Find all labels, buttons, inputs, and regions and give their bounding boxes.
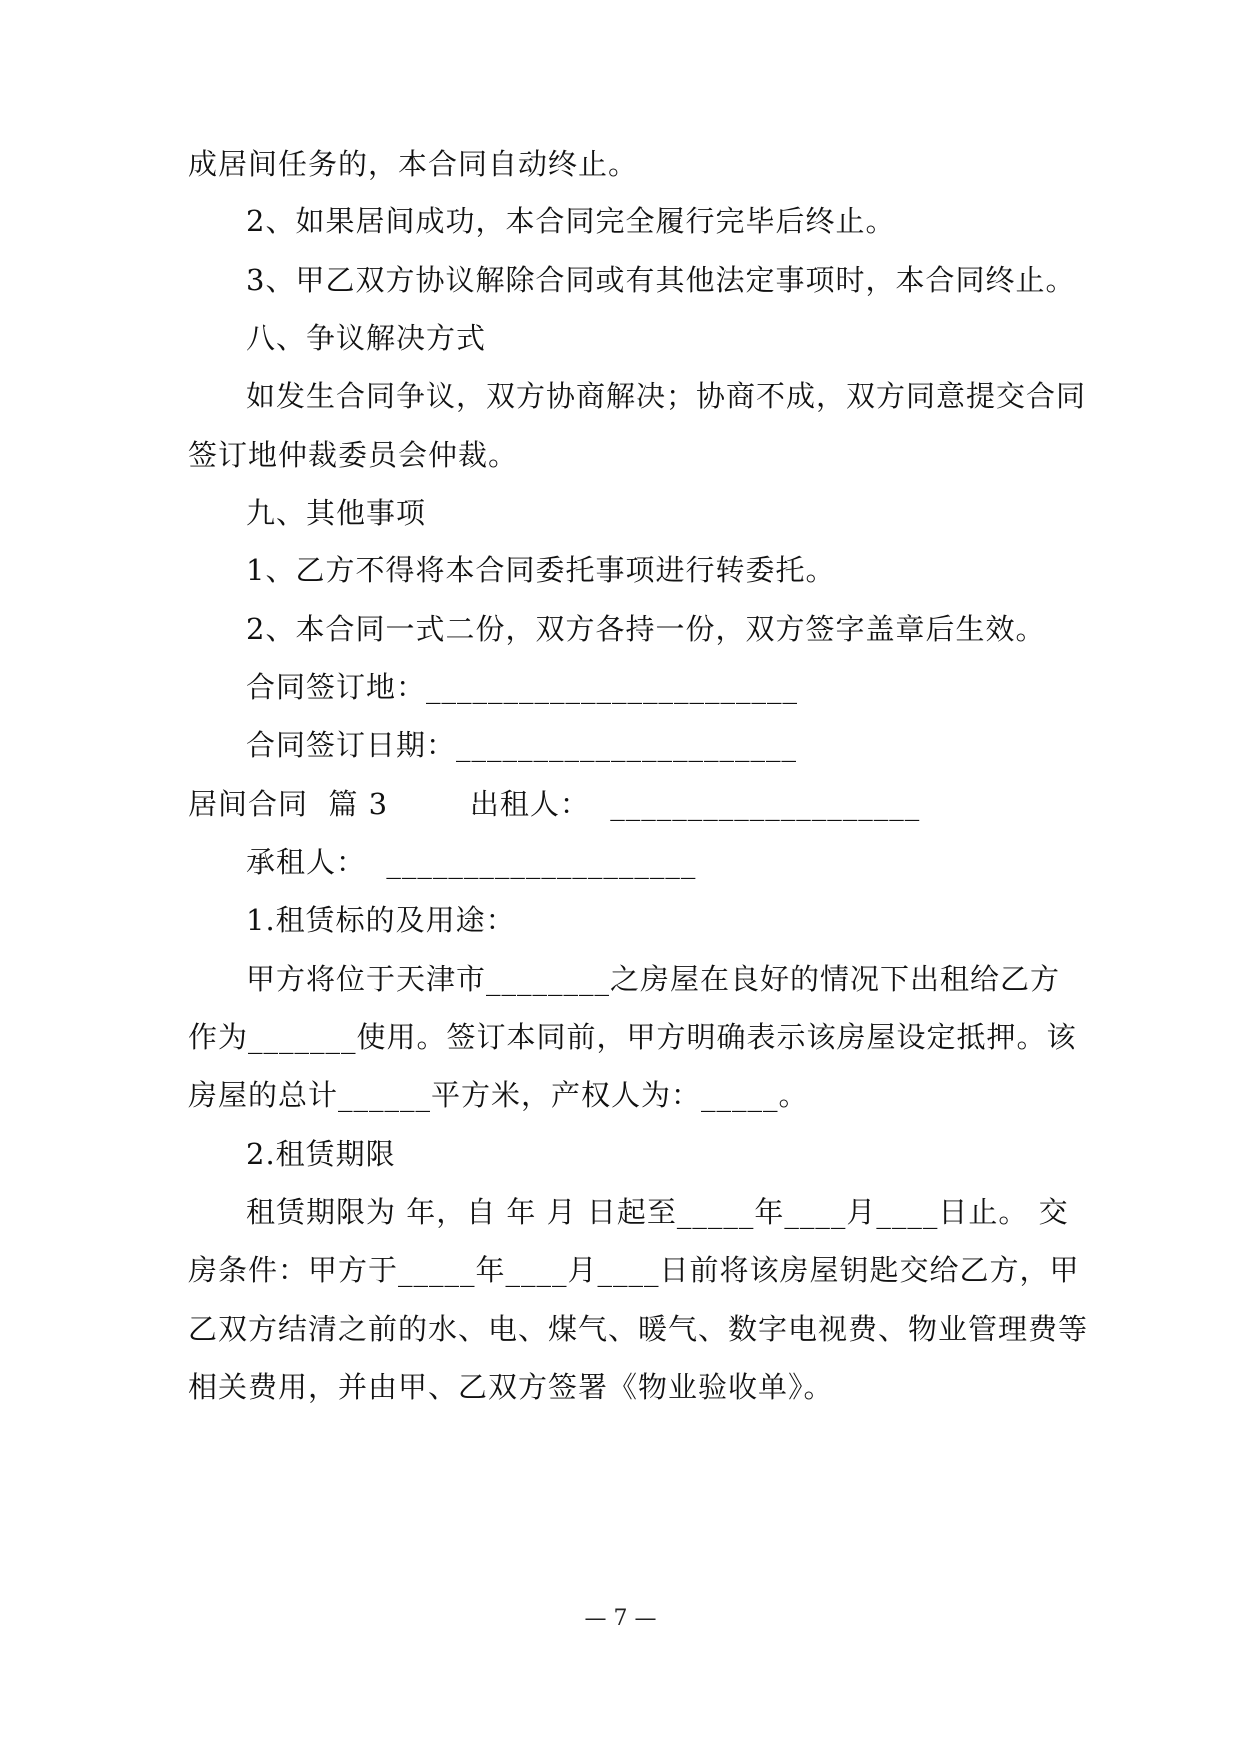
signing-date-field: 合同签订日期：______________________ (246, 728, 798, 762)
text-line: 3、甲乙双方协议解除合同或有其他法定事项时，本合同终止。 (246, 263, 1076, 297)
text-line: 乙双方结清之前的水、电、煤气、暖气、数字电视费、物业管理费等 (188, 1312, 1089, 1346)
text-line: 2、如果居间成功，本合同完全履行完毕后终止。 (246, 204, 896, 238)
text-line: 作为_______使用。签订本同前，甲方明确表示该房屋设定抵押。该 (188, 1020, 1077, 1054)
section-heading: 九、其他事项 (246, 496, 427, 530)
text-line: 2、本合同一式二份，双方各持一份，双方签字盖章后生效。 (246, 612, 1046, 646)
text-line: 如发生合同争议，双方协商解决；协商不成，双方同意提交合同 (246, 379, 1087, 413)
text-line: 甲方将位于天津市________之房屋在良好的情况下出租给乙方 (246, 962, 1061, 996)
signing-place-field: 合同签订地：________________________ (246, 670, 799, 704)
section-heading: 2.租赁期限 (246, 1137, 396, 1171)
text-line: 成居间任务的，本合同自动终止。 (188, 147, 639, 181)
text-line: 租赁期限为 年，自 年 月 日起至_____年____月____日止。 交 (246, 1195, 1069, 1229)
text-line: 房屋的总计______平方米，产权人为：_____。 (188, 1078, 809, 1112)
text-line: 1、乙方不得将本合同委托事项进行转委托。 (246, 553, 836, 587)
text-line: 相关费用，并由甲、乙双方签署《物业验收单》。 (188, 1370, 834, 1404)
text-line: 房条件：甲方于_____年____月____日前将该房屋钥匙交给乙方，甲 (188, 1253, 1080, 1287)
text-line: 签订地仲裁委员会仲裁。 (188, 438, 519, 472)
contract-title-line: 居间合同 篇 3 出租人： ____________________ (188, 787, 921, 821)
page-number: — 7 — (584, 1606, 657, 1631)
tenant-field: 承租人： ____________________ (246, 845, 697, 879)
section-heading: 1.租赁标的及用途： (246, 903, 516, 937)
section-heading: 八、争议解决方式 (246, 321, 487, 355)
